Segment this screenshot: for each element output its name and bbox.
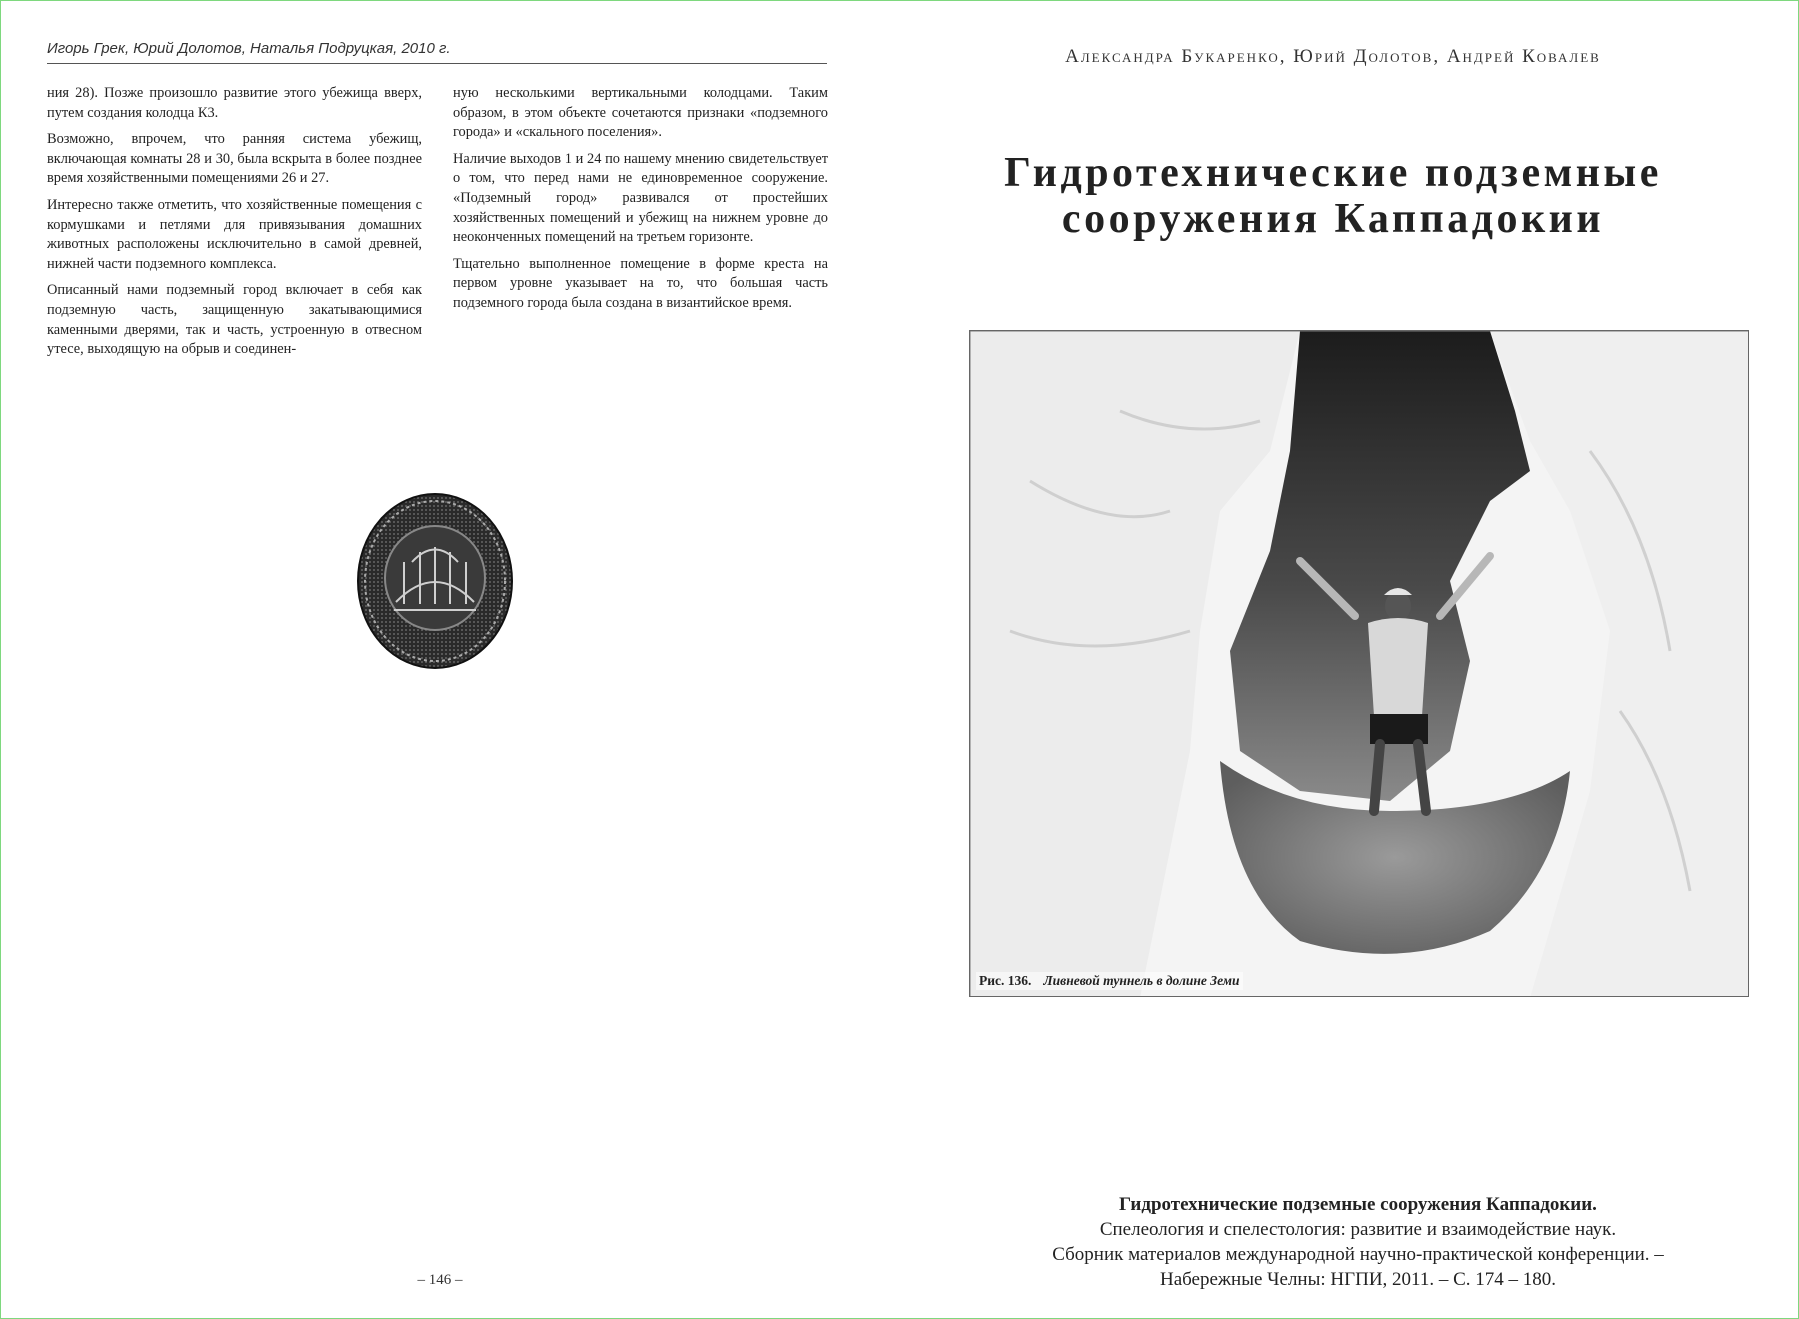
article-authors: Александра Букаренко, Юрий Долотов, Андрей Ковалев [1065,46,1601,67]
text-column-1 [47,84,422,367]
title-line-2: сооружения Каппадокии [1061,196,1605,242]
paragraph: Возможно, впрочем, что ранняя система убежищ, включающая комнаты 28 и 30, была вскрыта в более позднее время хозяйственными помещениями 26 и 27. [47,131,422,187]
figure-photo [969,330,1749,997]
text-column-2 [453,84,828,321]
citation-line: Набережные Челны: НГПИ, 2011. – С. 174 – 180. [1159,1269,1557,1290]
cave-tunnel-photo [970,331,1749,997]
paragraph: ния 28). Позже произошло развитие этого убежища вверх, путем создания колодца К3. [47,85,422,121]
paragraph: ную несколькими вертикальными колодцами. Таким образом, в этом объекте сочетаются признаки «подземного города» и «скального поселения». [453,85,828,141]
paragraph: Описанный нами подземный город включает в себя как подземную часть, защищенную закатывающимися каменными дверями, так и часть, устроенную в отвесном утесе, выходящую на обрыв и соединен- [47,282,422,358]
page-number: – 146 – [417,1272,463,1288]
figure-number: Рис. 136. [979,973,1032,988]
figure-caption [976,972,1243,990]
citation-line: Спелеология и спелестология: развитие и взаимодействие наук. [1099,1219,1617,1240]
seal-stamp [356,492,514,670]
paragraph: Тщательно выполненное помещение в форме креста на первом уровне указывает на то, что большая часть подземного города была создана в византийское время. [453,255,828,311]
title-line-1: Гидротехнические подземные [1004,150,1662,196]
citation-title: Гидротехнические подземные сооружения Каппадокии. [1119,1194,1597,1215]
paragraph: Наличие выходов 1 и 24 по нашему мнению свидетельствует о том, что перед нами не единовременное сооружение. «Подземный город» развивался от простейших хозяйственных помещений и убежищ на нижнем уровне до неоконченных помещений на третьем горизонте. [453,150,828,246]
citation-line: Сборник материалов международной научно-практической конференции. – [1052,1244,1664,1265]
figure-caption-text: Ливневой туннель в долине Земи [1043,973,1240,988]
article-title [968,150,1698,242]
paragraph: Интересно также отметить, что хозяйственные помещения с кормушками и петлями для привязывания домашних животных расположены исключительно в самой древней, нижней части подземного комплекса. [47,196,422,272]
citation-block [968,1192,1748,1292]
running-head: Игорь Грек, Юрий Долотов, Наталья Подруцкая, 2010 г. [47,40,827,64]
